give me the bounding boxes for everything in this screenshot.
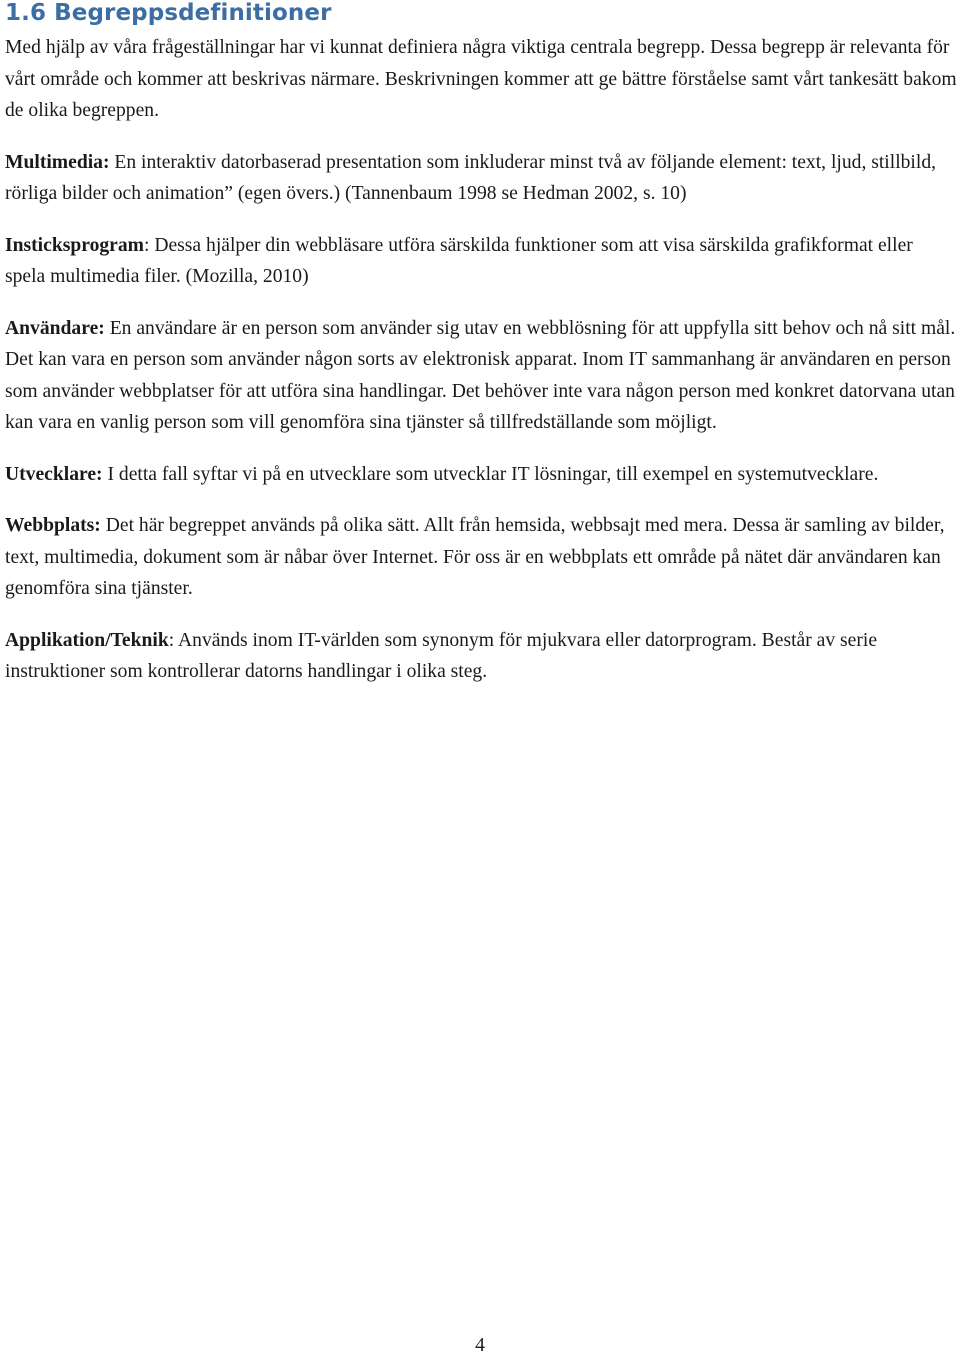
intro-paragraph: Med hjälp av våra frågeställningar har vi kunnat definiera några viktiga centrala begrepp. Dessa begrepp är relevanta för vårt område och kommer att beskrivas närmare. Beskrivningen kommer att ge bättre förståelse samt vårt tankesätt bakom de olika begreppen. xyxy=(5,37,957,121)
term-definition: : Dessa hjälper din webbläsare utföra särskilda funktioner som att visa särskilda grafikformat eller spela multimedia filer. (Mozilla, 2010) xyxy=(5,234,913,287)
term-name: Insticksprogram xyxy=(5,234,144,256)
section-heading: 1.6 Begreppsdefinitioner xyxy=(5,0,332,26)
document-page xyxy=(5,0,957,688)
term-definition: : Används inom IT-världen som synonym för mjukvara eller datorprogram. Består av serie instruktioner som kontrollerar datorns handlingar i olika steg. xyxy=(5,629,878,682)
definition-utvecklare xyxy=(5,459,957,491)
term-name: Webbplats: xyxy=(5,515,101,536)
term-definition: I detta fall syftar vi på en utvecklare som utvecklar IT lösningar, till exempel en systemutvecklare. xyxy=(102,463,879,485)
definition-insticksprogram xyxy=(5,230,957,293)
definition-multimedia xyxy=(5,147,957,210)
term-definition: En interaktiv datorbaserad presentation som inkluderar minst två av följande element: text, ljud, stillbild, rörliga bilder och animation” (egen övers.) (Tannenbaum 1998 se Hedman 2002, s. 10) xyxy=(5,151,937,204)
term-definition: En användare är en person som använder sig utav en webblösning för att uppfylla sitt behov och nå sitt mål. Det kan vara en person som använder någon sorts av elektronisk apparat. Inom IT sammanhang är användaren en person som använder webbplatser för att utföra sina handlingar. Det behöver inte vara någon person med konkret datorvana utan kan vara en vanlig person som vill genomföra sina tjänster så tillfredställande som möjligt. xyxy=(5,317,956,433)
term-name: Multimedia: xyxy=(5,151,110,173)
page-number: 4 xyxy=(475,1335,485,1356)
term-name: Användare: xyxy=(5,317,105,339)
term-name: Utvecklare: xyxy=(5,463,103,485)
term-definition: Det här begreppet används på olika sätt. Allt från hemsida, webbsajt med mera. Dessa är samling av bilder, text, multimedia, dokument som är nåbar över Internet. För oss är en webbplats ett område på nätet där användaren kan genomföra sina tjänster. xyxy=(5,515,945,599)
definition-webbplats xyxy=(5,510,957,605)
term-name: Applikation/Teknik xyxy=(5,629,169,651)
definition-anvandare xyxy=(5,313,957,439)
definition-applikation-teknik xyxy=(5,625,957,688)
